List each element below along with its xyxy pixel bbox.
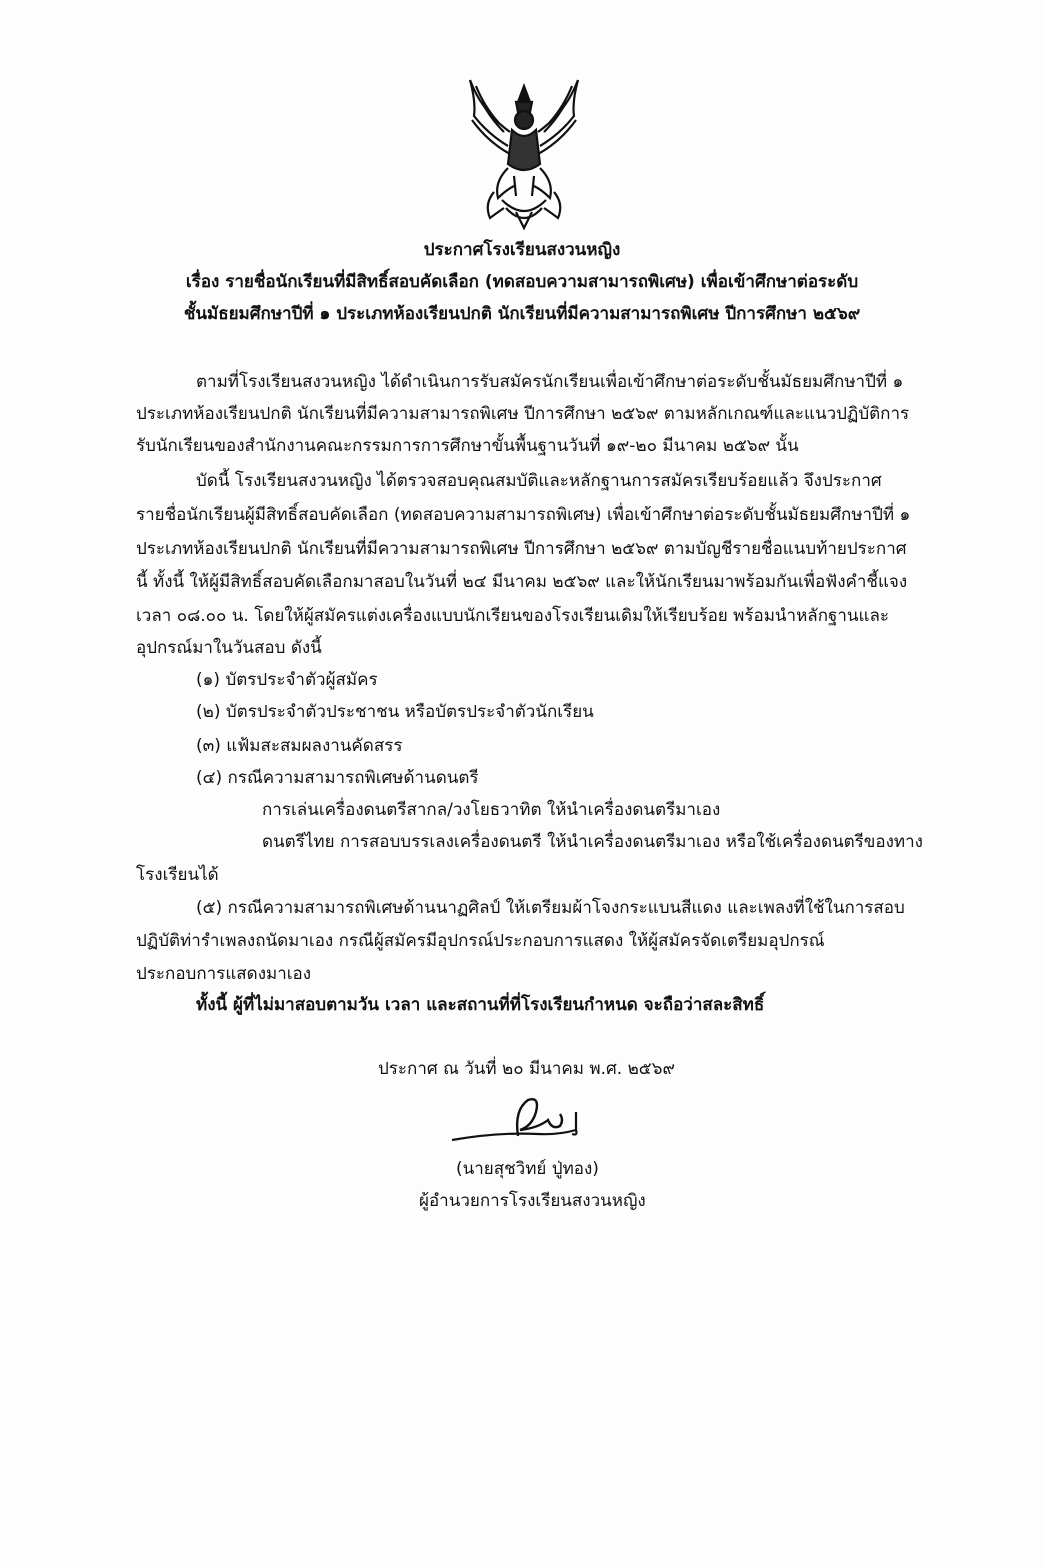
- announcement-header: [0, 234, 1044, 330]
- signature-icon: [448, 1090, 608, 1150]
- list-item-5-line-3: ประกอบการแสดงมาเอง: [136, 964, 312, 984]
- paragraph-2-line-4: นี้ ทั้งนี้ ให้ผู้มีสิทธิ์สอบคัดเลือกมาสอบในวันที่ ๒๔ มีนาคม ๒๕๖๙ และให้นักเรียนมาพร้อมกันเพื่อฟังคำชี้แจง: [136, 572, 908, 592]
- signer-title: ผู้อำนวยการโรงเรียนสงวนหญิง: [419, 1191, 646, 1211]
- paragraph-1-line-3: รับนักเรียนของสำนักงานคณะกรรมการการศึกษาขั้นพื้นฐานวันที่ ๑๙-๒๐ มีนาคม ๒๕๖๙ นั้น: [136, 436, 799, 456]
- list-item-4-sub-a: การเล่นเครื่องดนตรีสากล/วงโยธวาทิต ให้นำเครื่องดนตรีมาเอง: [262, 800, 721, 820]
- list-item-2: (๒) บัตรประจำตัวประชาชน หรือบัตรประจำตัวนักเรียน: [196, 702, 594, 722]
- list-item-5-line-2: ปฏิบัติท่ารำเพลงถนัดมาเอง กรณีผู้สมัครมีอุปกรณ์ประกอบการแสดง ให้ผู้สมัครจัดเตรียมอุปกรณ์: [136, 931, 825, 951]
- paragraph-2-line-6: อุปกรณ์มาในวันสอบ ดังนี้: [136, 638, 322, 658]
- paragraph-1-line-2: ประเภทห้องเรียนปกติ นักเรียนที่มีความสามารถพิเศษ ปีการศึกษา ๒๕๖๙ ตามหลักเกณฑ์และแนวปฏิบัติการ: [136, 404, 910, 424]
- paragraph-2-line-1: บัดนี้ โรงเรียนสงวนหญิง ได้ตรวจสอบคุณสมบัติและหลักฐานการสมัครเรียบร้อยแล้ว จึงประกาศ: [196, 471, 882, 491]
- paragraph-1-line-1: ตามที่โรงเรียนสงวนหญิง ได้ดำเนินการรับสมัครนักเรียนเพื่อเข้าศึกษาต่อระดับชั้นมัธยมศึกษาปีที่ ๑: [196, 372, 904, 392]
- list-item-4: (๔) กรณีความสามารถพิเศษด้านดนตรี: [196, 768, 479, 788]
- announcement-subject-line-2: ชั้นมัธยมศึกษาปีที่ ๑ ประเภทห้องเรียนปกติ นักเรียนที่มีความสามารถพิเศษ ปีการศึกษา ๒๕๖๙: [183, 304, 861, 324]
- list-item-4-sub-c: โรงเรียนได้: [136, 865, 219, 885]
- announcement-title: ประกาศโรงเรียนสงวนหญิง: [423, 240, 621, 260]
- list-item-3: (๓) แฟ้มสะสมผลงานคัดสรร: [196, 736, 403, 756]
- garuda-emblem-icon: [454, 72, 594, 232]
- signer-name: (นายสุชวิทย์ ปู่ทอง): [456, 1159, 599, 1179]
- paragraph-2-line-3: ประเภทห้องเรียนปกติ นักเรียนที่มีความสามารถพิเศษ ปีการศึกษา ๒๕๖๙ ตามบัญชีรายชื่อแนบท้ายประกาศ: [136, 539, 907, 559]
- paragraph-2-line-5: เวลา ๐๘.๐๐ น. โดยให้ผู้สมัครแต่งเครื่องแบบนักเรียนของโรงเรียนเดิมให้เรียบร้อย พร้อมนำหลักฐานและ: [136, 606, 890, 626]
- forfeit-note: ทั้งนี้ ผู้ที่ไม่มาสอบตามวัน เวลา และสถานที่ที่โรงเรียนกำหนด จะถือว่าสละสิทธิ์: [196, 995, 765, 1015]
- list-item-1: (๑) บัตรประจำตัวผู้สมัคร: [196, 670, 378, 690]
- list-item-4-sub-b: ดนตรีไทย การสอบบรรเลงเครื่องดนตรี ให้นำเครื่องดนตรีมาเอง หรือใช้เครื่องดนตรีของทาง: [262, 832, 923, 852]
- announcement-subject-line-1: เรื่อง รายชื่อนักเรียนที่มีสิทธิ์สอบคัดเลือก (ทดสอบความสามารถพิเศษ) เพื่อเข้าศึกษาต่อระดับ: [185, 272, 859, 292]
- list-item-5-line-1: (๕) กรณีความสามารถพิเศษด้านนาฏศิลป์ ให้เตรียมผ้าโจงกระแบนสีแดง และเพลงที่ใช้ในการสอบ: [196, 898, 905, 918]
- announcement-date: ประกาศ ณ วันที่ ๒๐ มีนาคม พ.ศ. ๒๕๖๙: [378, 1059, 675, 1079]
- paragraph-2-line-2: รายชื่อนักเรียนผู้มีสิทธิ์สอบคัดเลือก (ทดสอบความสามารถพิเศษ) เพื่อเข้าศึกษาต่อระดับชั้นมัธยมศึกษาปีที่ ๑: [136, 505, 911, 525]
